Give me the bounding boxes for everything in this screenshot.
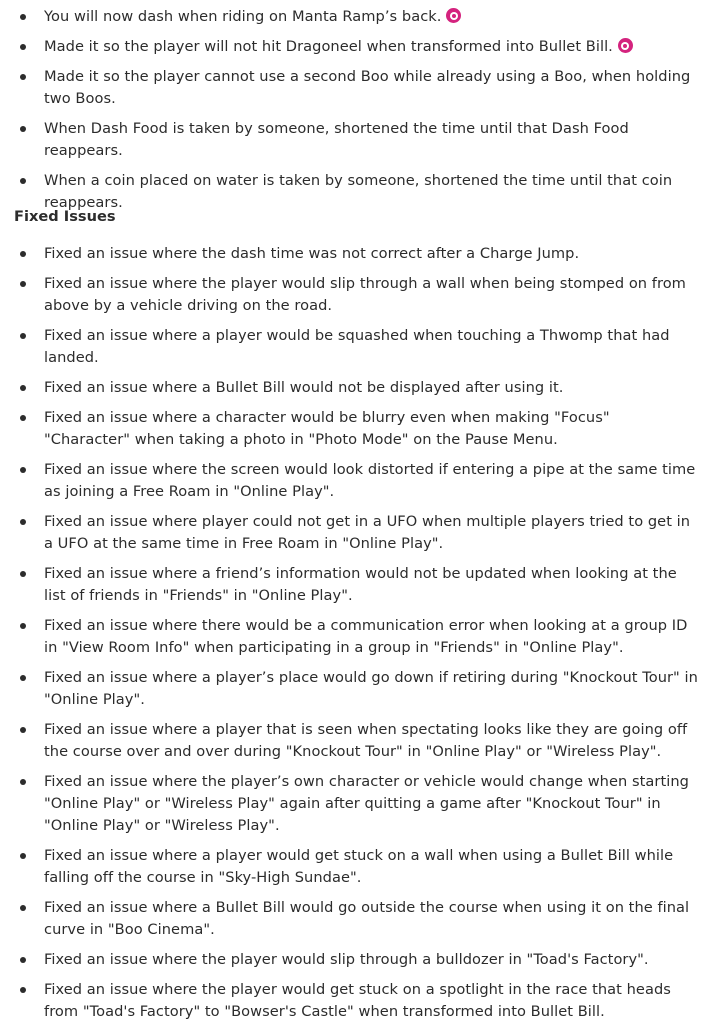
fixed-issues-list (0, 243, 708, 1031)
list-item-text: You will now dash when riding on Manta Ramp’s back. (44, 8, 442, 25)
list-item (0, 325, 708, 369)
list-item (0, 6, 708, 28)
list-item (0, 459, 708, 503)
bullet-icon (20, 333, 26, 339)
bullet-icon (20, 675, 26, 681)
new-badge-icon (618, 38, 633, 53)
list-item-text: Fixed an issue where a player’s place would go down if retiring during "Knockout Tour" in "Online Play". (44, 669, 698, 708)
list-item-text: Fixed an issue where the screen would look distorted if entering a pipe at the same time as joining a Free Roam in "Online Play". (44, 461, 696, 500)
list-item-text: Fixed an issue where a player that is seen when spectating looks like they are going off the course over and over during "Knockout Tour" in "Online Play" or "Wireless Play". (44, 721, 688, 760)
list-item (0, 615, 708, 659)
bullet-icon (20, 126, 26, 132)
list-item-text: Made it so the player will not hit Dragoneel when transformed into Bullet Bill. (44, 38, 613, 55)
list-item-text: Fixed an issue where the player would get stuck on a spotlight in the race that heads from "Toad's Factory" to "Bowser's Castle" when transformed into Bullet Bill. (44, 981, 671, 1020)
fixed-issues-heading: Fixed Issues (14, 208, 116, 225)
bullet-icon (20, 44, 26, 50)
list-item-text: Fixed an issue where a character would be blurry even when making "Focus" "Character" when taking a photo in "Photo Mode" on the Pause Menu. (44, 409, 610, 448)
list-item (0, 897, 708, 941)
list-item-text: Fixed an issue where there would be a communication error when looking at a group ID in "View Room Info" when participating in a group in "Friends" in "Online Play". (44, 617, 688, 656)
list-item-text: Fixed an issue where a friend’s information would not be updated when looking at the list of friends in "Friends" in "Online Play". (44, 565, 677, 604)
list-item (0, 407, 708, 451)
list-item-text: Fixed an issue where a Bullet Bill would not be displayed after using it. (44, 379, 564, 396)
list-item-text: Made it so the player cannot use a second Boo while already using a Boo, when holding two Boos. (44, 68, 691, 107)
bullet-icon (20, 727, 26, 733)
list-item (0, 273, 708, 317)
list-item (0, 845, 708, 889)
list-item (0, 771, 708, 837)
list-item (0, 377, 708, 399)
bullet-icon (20, 385, 26, 391)
list-item-text: Fixed an issue where the player would slip through a wall when being stomped on from above by a vehicle driving on the road. (44, 275, 686, 314)
bullet-icon (20, 14, 26, 20)
bullet-icon (20, 415, 26, 421)
bullet-icon (20, 987, 26, 993)
list-item (0, 563, 708, 607)
list-item-text: Fixed an issue where a Bullet Bill would go outside the course when using it on the final curve in "Boo Cinema". (44, 899, 690, 938)
bullet-icon (20, 957, 26, 963)
list-item (0, 667, 708, 711)
bullet-icon (20, 779, 26, 785)
bullet-icon (20, 251, 26, 257)
list-item-text: Fixed an issue where the player would slip through a bulldozer in "Toad's Factory". (44, 951, 649, 968)
new-badge-icon (446, 8, 461, 23)
list-item (0, 243, 708, 265)
list-item-text: When Dash Food is taken by someone, shortened the time until that Dash Food reappears. (44, 120, 629, 159)
list-item (0, 36, 708, 58)
bullet-icon (20, 905, 26, 911)
bullet-icon (20, 623, 26, 629)
list-item-text: Fixed an issue where player could not get in a UFO when multiple players tried to get in a UFO at the same time in Free Roam in "Online Play". (44, 513, 691, 552)
list-item (0, 511, 708, 555)
list-item-text: When a coin placed on water is taken by someone, shortened the time until that coin reappears. (44, 172, 673, 211)
bullet-icon (20, 74, 26, 80)
list-item-text: Fixed an issue where a player would be squashed when touching a Thwomp that had landed. (44, 327, 670, 366)
list-item-text: Fixed an issue where the dash time was not correct after a Charge Jump. (44, 245, 580, 262)
bullet-icon (20, 178, 26, 184)
list-item (0, 979, 708, 1023)
list-item (0, 118, 708, 162)
list-item-text: Fixed an issue where a player would get stuck on a wall when using a Bullet Bill while falling off the course in "Sky-High Sundae". (44, 847, 674, 886)
changes-list (0, 6, 708, 222)
list-item (0, 719, 708, 763)
bullet-icon (20, 519, 26, 525)
bullet-icon (20, 571, 26, 577)
list-item (0, 66, 708, 110)
bullet-icon (20, 281, 26, 287)
bullet-icon (20, 467, 26, 473)
list-item (0, 949, 708, 971)
list-item-text: Fixed an issue where the player’s own character or vehicle would change when starting "Online Play" or "Wireless Play" again after quitting a game after "Knockout Tour" in "Online Play" or "Wireless Play". (44, 773, 689, 834)
bullet-icon (20, 853, 26, 859)
